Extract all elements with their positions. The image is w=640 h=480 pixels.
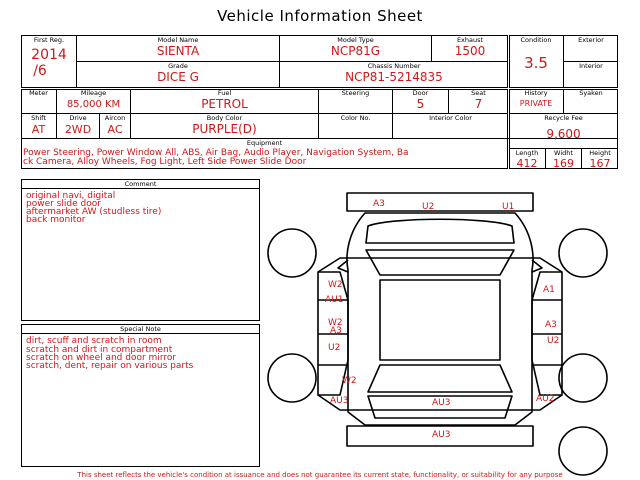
height-label: Height (589, 149, 611, 157)
special-note-line-4: scratch, dent, repair on various parts (26, 361, 194, 371)
sheet-title: Vehicle Information Sheet (217, 7, 423, 25)
first-reg-month: /6 (33, 63, 47, 79)
damage-mark: A3 (545, 320, 557, 330)
footer-disclaimer: This sheet reflects the vehicle's condition at issuance and does not guarantee its current state, functionality, or suitability for any purpose (77, 471, 563, 479)
comment-line-2: power slide door (26, 199, 101, 209)
chassis-label: Chassis Number (367, 62, 421, 70)
special-note-line-2: scratch and dirt in compartment (26, 345, 173, 355)
damage-mark: U1 (502, 202, 515, 212)
damage-mark: A3 (330, 326, 342, 336)
seat-value: 7 (474, 97, 483, 111)
width-value: 169 (553, 157, 574, 170)
comment-line-4: back monitor (26, 215, 86, 225)
damage-mark: AU2 (536, 394, 555, 404)
model-name-label: Model Name (157, 36, 199, 44)
exhaust-label: Exhaust (456, 36, 484, 44)
history-value: PRIVATE (519, 99, 553, 108)
comment-line-3: aftermarket AW (studless tire) (26, 207, 162, 217)
mileage-value: 85,000 KM (66, 99, 121, 110)
damage-mark: AU1 (325, 295, 344, 305)
damage-mark: AU3 (330, 396, 349, 406)
grade-value: DICE G (157, 70, 199, 84)
equipment-line-2: ck Camera, Alloy Wheels, Fog Light, Left Side Power Slide Door (23, 157, 307, 167)
exhaust-value: 1500 (454, 44, 486, 58)
aircon-value: AC (107, 123, 123, 136)
first-reg-year: 2014 (31, 47, 67, 63)
damage-mark: W2 (342, 376, 357, 386)
damage-mark: W2 (328, 318, 343, 328)
special-note-line-3: scratch on wheel and door mirror (26, 353, 177, 363)
recycle-fee-label: Recycle Fee (544, 114, 583, 122)
steering-label: Steering (341, 89, 370, 97)
body-color-label: Body Color (206, 114, 243, 122)
damage-mark: A1 (543, 285, 555, 295)
body-color-value: PURPLE(D) (192, 122, 257, 136)
model-type-value: NCP81G (330, 44, 381, 58)
fuel-value: PETROL (201, 97, 248, 111)
damage-mark: U2 (547, 336, 560, 346)
interior-color-label: Interior Color (429, 114, 472, 122)
condition-label: Condition (520, 36, 552, 44)
damage-mark: AU3 (432, 398, 451, 408)
height-value: 167 (589, 157, 611, 170)
special-note-label: Special Note (120, 325, 161, 333)
equipment-label: Equipment (246, 139, 283, 147)
shift-value: AT (31, 123, 46, 136)
door-value: 5 (416, 97, 425, 111)
grade-label: Grade (168, 62, 188, 70)
meter-label: Meter (29, 89, 48, 97)
equipment-line-1: Power Steering, Power Window All, ABS, Air Bag, Audio Player, Navigation System, Ba (23, 148, 409, 158)
width-label: Widht (554, 149, 573, 157)
drive-label: Drive (69, 114, 87, 122)
length-label: Length (515, 149, 539, 157)
special-note-line-1: dirt, scuff and scratch in room (26, 336, 162, 346)
length-value: 412 (516, 157, 538, 170)
damage-mark: A3 (373, 199, 385, 209)
damage-mark: U2 (422, 202, 435, 212)
seat-label: Seat (471, 89, 486, 97)
condition-value: 3.5 (524, 54, 548, 72)
aircon-label: Aircon (104, 114, 126, 122)
damage-mark: U2 (328, 343, 341, 353)
interior-label: Interior (579, 62, 603, 70)
drive-value: 2WD (64, 123, 92, 136)
door-label: Door (412, 89, 429, 97)
car-diagram (260, 178, 640, 480)
damage-mark: W2 (328, 280, 343, 290)
exterior-label: Exterior (578, 36, 604, 44)
shift-label: Shift (31, 114, 46, 122)
first-reg-label: First Reg. (33, 36, 65, 44)
comment-line-1: original navi, digital (26, 191, 116, 201)
fuel-label: Fuel (217, 89, 232, 97)
syaken-label: Syaken (579, 89, 603, 97)
model-name-value: SIENTA (156, 44, 200, 58)
recycle-fee-value: 9,600 (546, 127, 581, 141)
chassis-value: NCP81-5214835 (345, 70, 443, 84)
damage-mark: AU3 (432, 430, 451, 440)
history-label: History (524, 89, 548, 97)
comment-label: Comment (124, 180, 157, 188)
model-type-label: Model Type (337, 36, 374, 44)
color-no-label: Color No. (340, 114, 371, 122)
mileage-label: Mileage (80, 89, 107, 97)
